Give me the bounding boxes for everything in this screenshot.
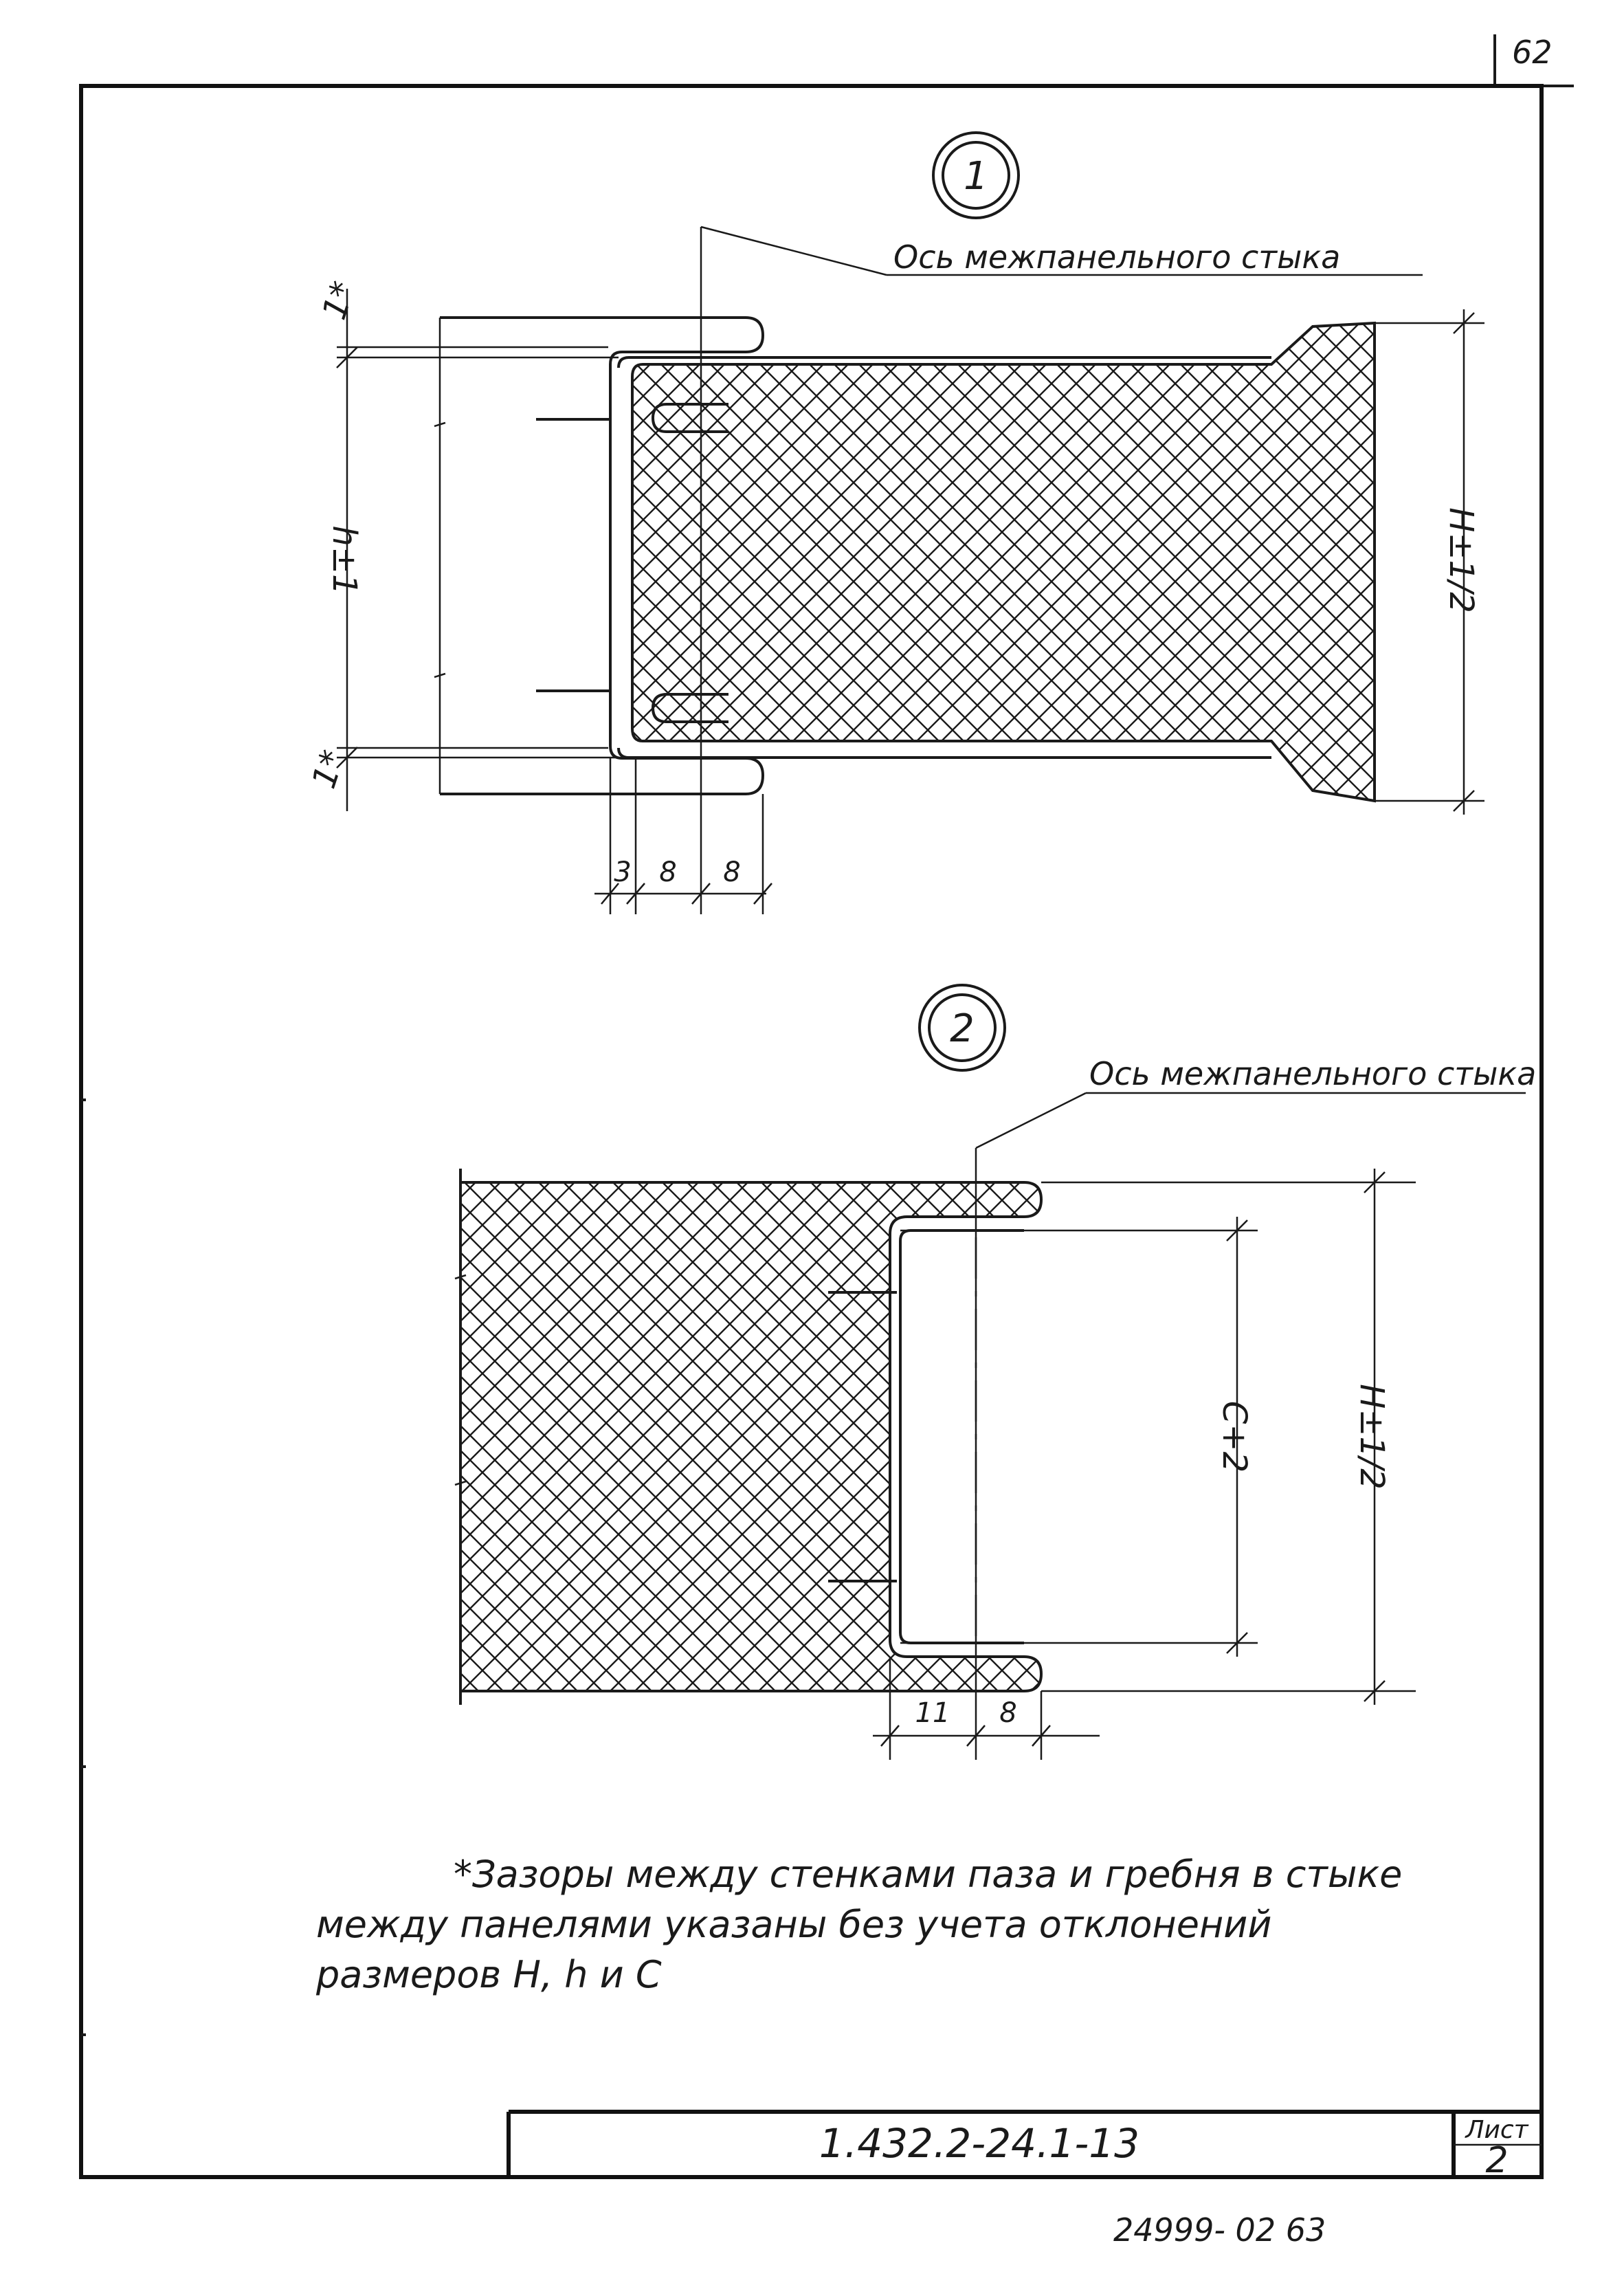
sheet-label: Лист (1465, 2116, 1528, 2144)
detail-1-dim-total-height (1375, 309, 1484, 815)
detail-1-right-panel (632, 323, 1375, 801)
detail-2 (455, 985, 1536, 1760)
footnote (315, 1853, 1402, 1996)
footnote-line-1: *Зазоры между стенками паза и гребня в стыке (454, 1853, 1403, 1896)
detail-1-ref-circle (933, 133, 1019, 218)
page-number-box (1495, 34, 1574, 86)
detail-2-ref-number: 2 (950, 1006, 975, 1051)
detail-2-dim-inner-label: C+2 (1215, 1400, 1254, 1473)
footnote-line-2: между панелями указаны без учета отклонений (316, 1903, 1272, 1946)
detail-1 (304, 133, 1484, 914)
archive-number: 24999- 02 63 (1113, 2211, 1326, 2249)
footnote-line-3: размеров H, h и C (316, 1953, 662, 1996)
detail-1-dim-height-label: h±1 (325, 525, 364, 595)
detail-2-axis-leader (976, 1055, 1536, 1760)
detail-1-dim-bottom-chain (594, 758, 772, 914)
detail-1-dim-bottom-3: 8 (723, 857, 741, 888)
detail-1-dim-height (325, 289, 619, 811)
detail-2-dim-bottom-1: 11 (915, 1697, 950, 1729)
detail-1-ref-number: 1 (964, 154, 988, 199)
page-number: 62 (1512, 34, 1553, 71)
detail-2-ref-circle (920, 985, 1005, 1070)
document-code: 1.432.2-24.1-13 (819, 2120, 1140, 2167)
detail-1-skin-bottom (619, 748, 1271, 758)
detail-2-dim-inner (900, 1217, 1258, 1657)
detail-1-dim-total-height-label: H±1/2 (1442, 507, 1480, 613)
sheet-number: 2 (1485, 2140, 1509, 2181)
detail-1-gap-top-label: 1* (315, 276, 364, 324)
detail-1-axis-label: Ось межпанельного стыка (893, 239, 1341, 276)
detail-1-gap-bottom-label: 1* (304, 745, 353, 793)
detail-2-dim-bottom-2: 8 (999, 1697, 1017, 1729)
detail-2-inner-skin (900, 1230, 1024, 1643)
detail-1-dim-bottom-1: 3 (614, 857, 632, 888)
detail-1-dim-bottom-2: 8 (659, 857, 677, 888)
title-block (509, 2112, 1542, 2181)
detail-2-panel (460, 1182, 1041, 1691)
detail-2-axis-label: Ось межпанельного стыка (1089, 1055, 1537, 1092)
detail-2-dim-total-height-label: H±1/2 (1353, 1384, 1391, 1490)
